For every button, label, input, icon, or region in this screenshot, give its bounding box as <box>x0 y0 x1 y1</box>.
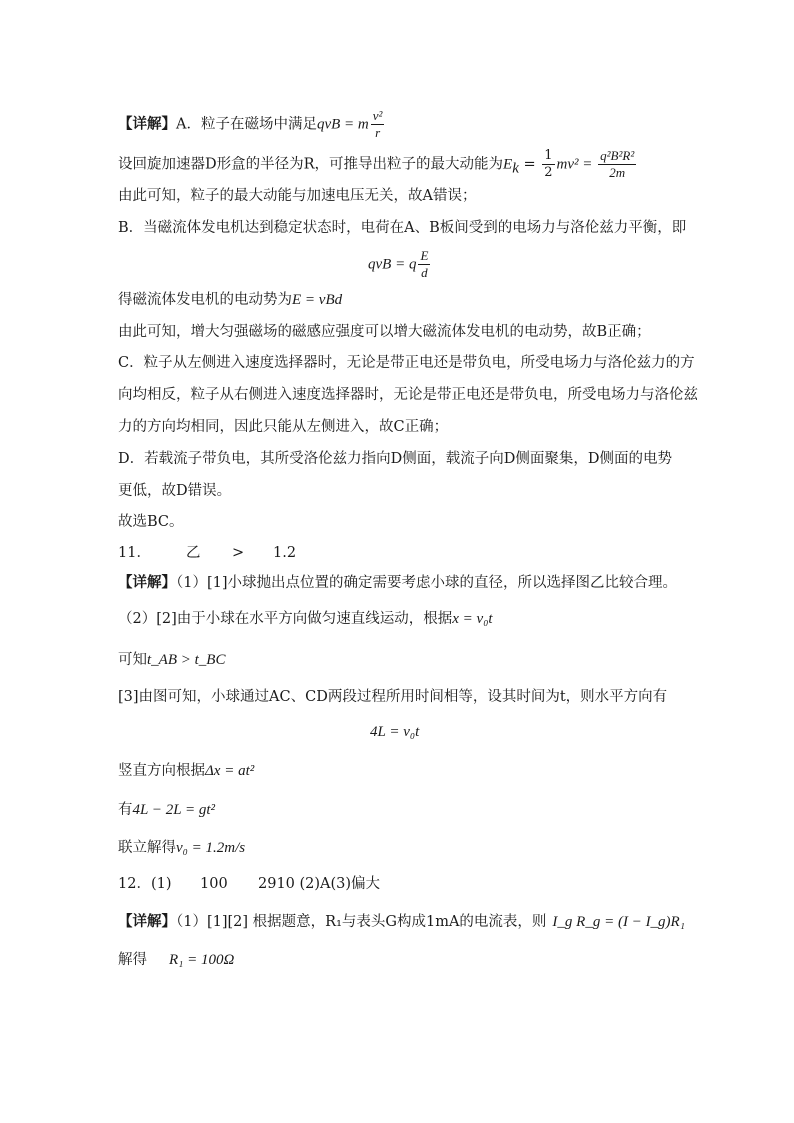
fraction-kinetic-energy: $\frac{\text{q²B²R²}}{2m}$ <box>600 148 635 180</box>
detail-line-a: 【详解】A．粒子在磁场中满足qvB = m $\frac{\text{v²}}{r}$ <box>118 108 383 140</box>
fraction-v2-r: $\frac{\text{v²}}{r}$ <box>372 108 383 140</box>
text-line: 由此可知，粒子的最大动能与加速电压无关，故A错误； <box>118 188 477 204</box>
text-line: D．若载流子带负电，其所受洛伦兹力指向D侧面，载流子向D侧面聚集，D侧面的电势 <box>118 451 672 467</box>
text-line: 更低，故D错误。 <box>118 483 232 499</box>
answer-line-12: 12．(1) 100 2910 (2)A(3)偏大 <box>118 876 381 892</box>
text-line: 力的方向均相同，因此只能从左侧进入，故C正确； <box>118 419 449 435</box>
detail-line-11: 【详解】（1）[1]小球抛出点位置的确定需要考虑小球的直径，所以选择图乙比较合理。 <box>118 574 678 591</box>
fraction-half: $\frac{1}{2}$ <box>544 148 553 180</box>
formula-qvb: qvB = m <box>316 116 369 133</box>
uniform-motion-line: （2）[2]由于小球在水平方向做匀速直线运动，根据x = v₀t <box>118 611 493 627</box>
equation-horizontal: 4L = v₀t <box>370 724 420 740</box>
gravity-line: 有4L − 2L = gt² <box>118 802 216 818</box>
text-line: 向均相反，粒子从右侧进入速度选择器时，无论是带正电还是带负电，所受电场力与洛伦兹 <box>118 387 698 403</box>
emf-line: 得磁流体发电机的电动势为E = vBd <box>118 292 343 308</box>
text-line: [3]由图可知，小球通过AC、CD两段过程所用时间相等，设其时间为t，则水平方向有 <box>118 689 668 705</box>
text-line: C．粒子从左侧进入速度选择器时，无论是带正电还是带负电，所受电场力与洛伦兹力的方 <box>118 355 695 371</box>
text-line: 故选BC。 <box>118 514 184 530</box>
solve-line: 联立解得v₀ = 1.2m/s <box>118 840 246 856</box>
detail-line-12: 【详解】（1）[1][2] 根据题意，R₁与表头G构成1mA的电流表，则 I_g R_g = (I − I_g)R₁ <box>118 913 685 930</box>
fraction-e-d: $\frac{E}{d}$ <box>420 248 429 280</box>
equation-force-balance: qvB = q $\frac{E}{d}$ <box>368 248 429 280</box>
time-compare-line: 可知t_AB > t_BC <box>118 652 226 668</box>
detail-label: 【详解】 <box>118 115 176 133</box>
text-line: 由此可知，增大匀强磁场的磁感应强度可以增大磁流体发电机的电动势，故B正确； <box>118 324 651 340</box>
vertical-line: 竖直方向根据Δx = at² <box>118 763 255 779</box>
radius-line: 设回旋加速器D形盒的半径为R，可推导出粒子的最大动能为$E_k$ = $\frac{1}{2}$ mv² = $\frac{\text{q²B²R²}}{2m}$ <box>118 148 635 180</box>
text-line: B．当磁流体发电机达到稳定状态时，电荷在A、B板间受到的电场力与洛伦兹力平衡，即 <box>118 220 687 236</box>
result-line: 解得 R₁ = 100Ω <box>118 952 235 968</box>
answer-line-11: 11． 乙 > 1.2 <box>118 545 297 561</box>
